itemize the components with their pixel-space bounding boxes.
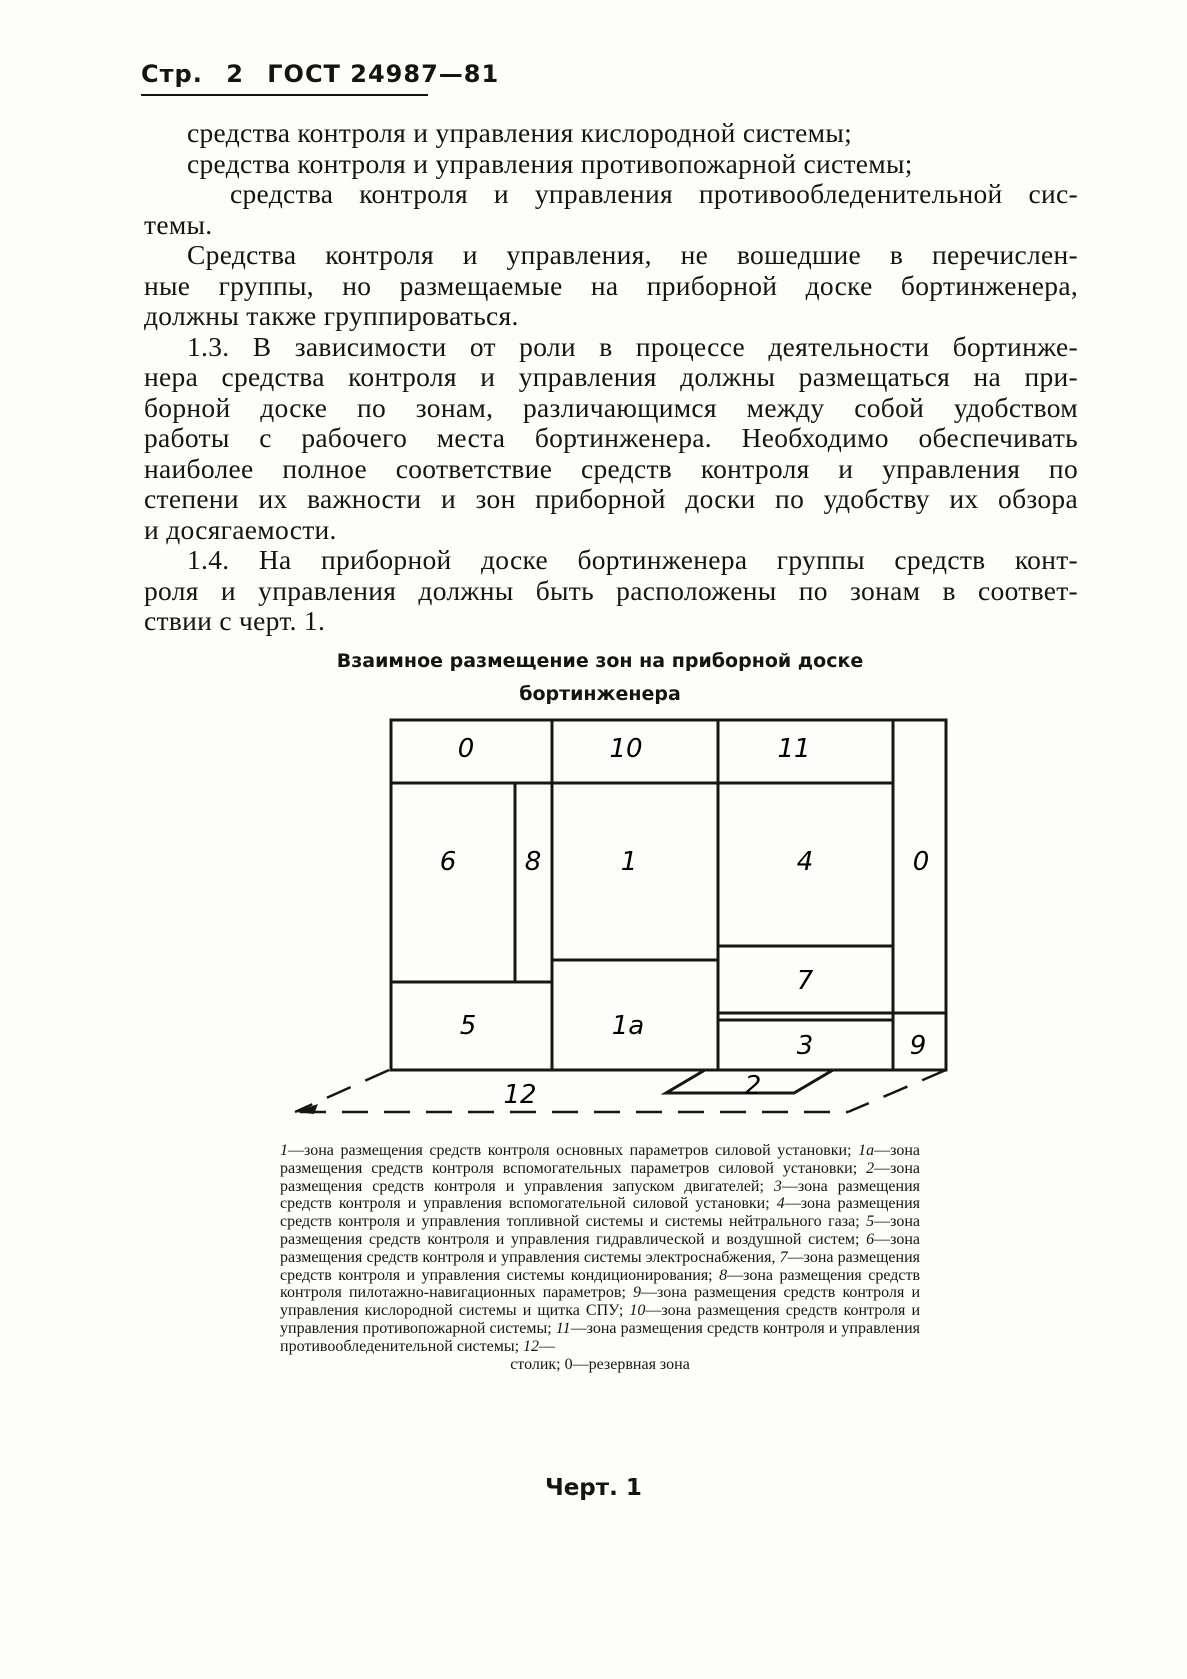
legend-text: —зона размещения средств контроля пилотажно-навигационных параметров; [280,1266,921,1302]
legend-number: 4 [776,1195,785,1213]
legend-text: —зона размещения средств контроля и управления системы электроснабжения, [280,1230,920,1266]
text-line: борной доске по зонам, различающимся между собой удобством [144,391,1078,423]
zone-label-0-right: 0 [912,847,930,877]
legend-number: 12 [523,1337,540,1355]
table-edge [295,1070,389,1112]
legend-text: —зона размещения средств контроля основных параметров силовой установки; [288,1142,859,1159]
figure-legend [280,1142,920,1373]
legend-text: —зона размещения средств контроля и управления системы кондиционирования; [280,1248,921,1284]
text-line: роля и управления должны быть расположены по зонам в соответ- [144,574,1078,606]
text-line: средства контроля и управления противопожарной системы; [187,147,913,179]
text-line: ствии с черт. 1. [144,605,326,636]
legend-text: —зона размещения средств контроля и управления противопожарной системы; [280,1302,921,1337]
legend-number: 11 [555,1319,571,1337]
legend-text: —зона размещения средств контроля и управления кислородной системы и щитка СПУ; [280,1284,920,1320]
legend-number: 2 [866,1159,875,1177]
zone-label-4: 4 [796,847,814,877]
zone-label-7: 7 [796,966,814,996]
text-line: 1.4. На приборной доске бортинженера группы средств конт- [187,544,1078,575]
legend-number: 9 [633,1284,642,1302]
legend-number: 1 [280,1142,288,1159]
legend-number: 8 [719,1266,728,1284]
figure-caption: Черт. 1 [545,1475,642,1501]
legend-number: 7 [779,1248,788,1266]
text-line: ные группы, но размещаемые на приборной доске бортинженера, [144,269,1078,301]
legend-text: —зона размещения средств контроля вспомогательных параметров силовой установки; [280,1142,920,1177]
text-line: Средства контроля и управления, не вошедшие в перечислен- [187,239,1078,270]
legend-number: 10 [629,1302,646,1320]
legend-number: 6 [866,1230,875,1248]
legend-number: 1а [858,1142,875,1159]
zone-label-12: 12 [503,1080,537,1110]
text-line: наиболее полное соответствие средств контроля и управления по [144,452,1078,484]
legend-text: —зона размещения средств контроля и управления топливной системы и системы нейтрального газа; [280,1195,920,1231]
zone-label-9: 9 [909,1031,927,1061]
legend-number: 5 [866,1213,875,1231]
zone-label-2: 2 [744,1071,762,1101]
zone-label-8: 8 [524,847,542,877]
legend-text: —зона размещения средств контроля и управления запуском двигателей; [280,1159,920,1195]
figure-title-line: бортинженера [519,683,681,705]
zone-label-1: 1 [620,847,638,877]
text-line: работы с рабочего места бортинженера. Необходимо обеспечивать [144,422,1078,453]
text-line: средства контроля и управления кислородной системы; [187,117,853,148]
zone-label-10: 10 [609,734,643,764]
legend-text: —зона размещения средств контроля и управления гидравлической и воздушной систем; [280,1213,920,1248]
legend-number: 3 [773,1177,782,1195]
zone-label-0: 0 [457,734,475,764]
zone-label-11: 11 [777,734,811,764]
text-line: средства контроля и управления противообледенительной сис- [230,178,1078,209]
text-line: 1.3. В зависимости от роли в процессе деятельности бортинже- [187,330,1078,362]
legend-text: —зона размещения средств контроля и управления противообледенительной системы; [280,1319,920,1355]
text-line: степени их важности и зон приборной доски по удобству их обзора [144,483,1078,514]
text-line: должны также группироваться. [144,300,519,331]
zone-label-1a: 1а [611,1011,645,1041]
page-number: 2 [226,60,244,88]
figure-title-line: Взаимное размещение зон на приборной доске [336,650,864,672]
legend-text: —зона размещения средств контроля и управления вспомогательной силовой установки; [280,1177,920,1213]
text-line: нера средства контроля и управления должны размещаться на при- [144,361,1078,392]
standard-number: ГОСТ 24987—81 [267,60,500,88]
legend-last-line: столик; 0—резервная зона [510,1355,690,1373]
zone-label-3: 3 [796,1031,814,1061]
page-prefix: Стр. [141,60,203,88]
table-edge [848,1070,946,1112]
zone-label-6: 6 [439,847,457,877]
legend-text: — [539,1337,556,1355]
zone-label-5: 5 [459,1011,477,1041]
text-line: темы. [144,208,213,240]
text-line: и досягаемости. [144,513,337,545]
